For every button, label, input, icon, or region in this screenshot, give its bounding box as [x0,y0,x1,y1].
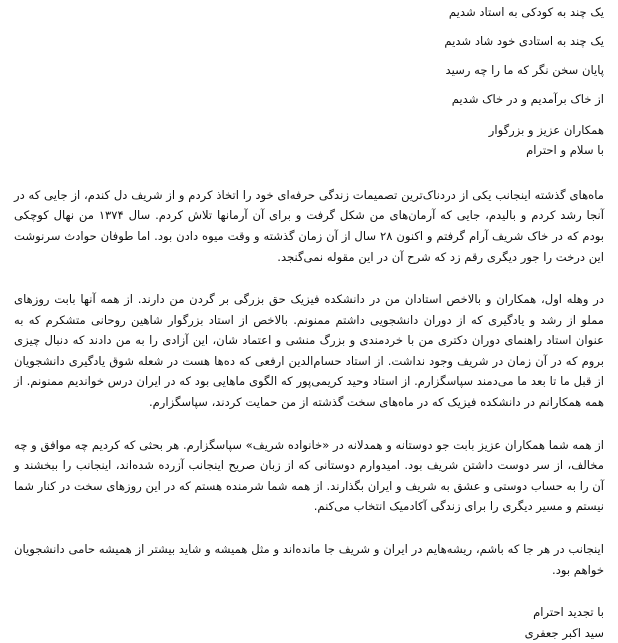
paragraph-departure: ماه‌های گذشته اینجانب یکی از دردناک‌ترین تصمیمات زندگی حرفه‌ای خود را اتخاذ کردم و از شریف دل کندم، از جایی که در آنجا رشد کردم و بالیدم، جایی که آرمان‌های من شکل گرفت و برای آن آرمانها تلاش کردم. سال ۱۳۷۴ من نهال کوچکی بودم که در خاک شریف آرام گرفتم و اکنون ۲۸ سال از آن زمان گذشته و وقت میوه دادن بود. اما طوفان حوادث سرنوشت این درخت را جور دیگری رقم زد که شرح آن در این مقوله نمی‌گنجد. [14,187,604,264]
signoff-closing: با تجدید احترام [533,605,604,620]
poem-line: یک چند به استادی خود شاد شدیم [444,33,604,48]
signoff [14,602,604,643]
paragraph-commitment: اینجانب در هر جا که باشم، ریشه‌هایم در ایران و شریف جا مانده‌اند و مثل همیشه و شاید بیشتر از همیشه حامی دانشجویان خواهم بود. [14,542,604,577]
greeting [14,120,604,161]
poem-line: از خاک برآمدیم و در خاک شدیم [451,91,604,106]
poem-line: پایان سخن نگر که ما را چه رسید [445,62,604,77]
paragraph-gratitude-colleagues: از همه شما همکاران عزیز بابت جو دوستانه و همدلانه در «خانواده شریف» سپاسگزارم. هر بحثی که کردیم چه موافق و چه مخالف، از سر دوست داشتن شریف بود. امیدوارم دوستانی که از زبان صریح اینجانب آزرده شده‌اند، اینجانب را ببخشند و آن را به حساب دوستی و عشق به شریف و ایران بگذارند. از همه شما شرمنده هستم که در این روزهای سخت در کنار شما نیستم و مسیر دیگری را برای زندگی آکادمیک انتخاب می‌کنم. [14,437,604,514]
poem-line: یک چند به کودکی به استاد شدیم [448,5,604,19]
greeting-salutation: همکاران عزیز و بزرگوار [488,122,604,137]
poem [14,2,604,110]
paragraph-gratitude-professors: در وهله اول، همکاران و بالاخص استادان من در دانشکده فیزیک حق بزرگی بر گردن من دارند. از همه آنها بابت روزهای مملو از رشد و یادگیری که از دوران دانشجویی داشتم ممنونم. بالاخص از استاد بزرگوار شاهین روحانی متشکرم که به عنوان استاد راهنمای دوران دکتری من با خردمندی و بزرگ منشی و اعتماد شان، این آزادی را به من دادند که دنبال چیزی بروم که در آن زمان در شریف وجود نداشت. از استاد حسام‌الدین ارفعی که ده‌ها هست در شعله شوق یادگیری دانشجویان از قبل ما تا بعد ما می‌دمند سپاسگزارم. از استاد وحید کریمی‌پور که الگوی ماهایی بود که در ایران درس خواندیم ممنونم. از همه همکارانم در دانشکده فیزیک که در ماه‌های سخت گذشته از من حمایت کردند، سپاسگزارم. [14,292,604,410]
greeting-regards: با سلام و احترام [526,143,604,158]
signoff-signature-name: سید اکبر جعفری [524,625,604,640]
